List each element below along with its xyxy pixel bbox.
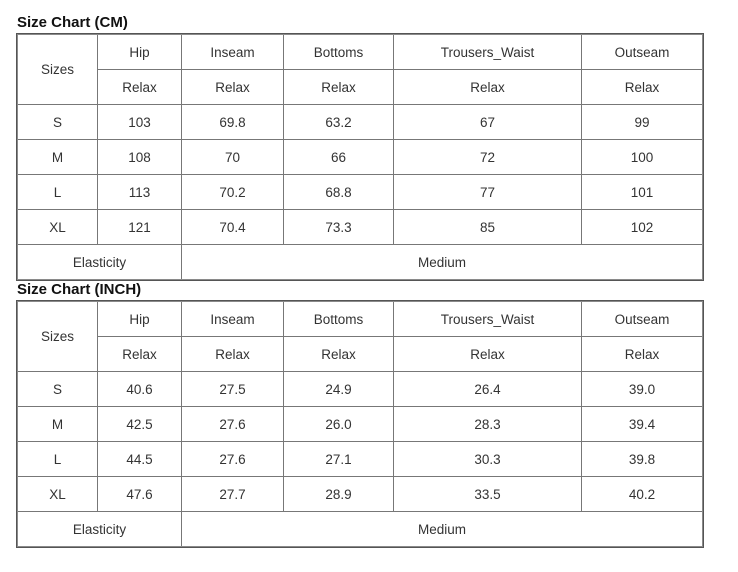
size-label: L [18,175,98,210]
fit-cell: Relax [182,337,284,372]
table-cell: 26.4 [394,372,582,407]
table-cell: 47.6 [98,477,182,512]
size-label: S [18,372,98,407]
table-row [18,407,702,442]
size-label: L [18,442,98,477]
elasticity-label: Elasticity [18,512,182,546]
header-row [18,35,702,70]
table-cell: 27.1 [284,442,394,477]
table-row [18,442,702,477]
table-cell: 27.6 [182,442,284,477]
table-cell: 27.6 [182,407,284,442]
sizes-header: Sizes [18,302,98,372]
size-chart-cm-title: Size Chart (CM) [17,14,128,31]
table-cell: 108 [98,140,182,175]
table-cell: 39.0 [582,372,702,407]
table-row [18,175,702,210]
table-cell: 44.5 [98,442,182,477]
column-header-bottoms: Bottoms [284,35,394,70]
table-cell: 103 [98,105,182,140]
table-cell: 67 [394,105,582,140]
table-cell: 28.9 [284,477,394,512]
column-header-inseam: Inseam [182,302,284,337]
table-cell: 101 [582,175,702,210]
column-header-trousers-waist: Trousers_Waist [394,35,582,70]
table-cell: 121 [98,210,182,245]
table-cell: 39.4 [582,407,702,442]
column-header-hip: Hip [98,35,182,70]
table-cell: 113 [98,175,182,210]
fit-cell: Relax [394,70,582,105]
table-cell: 39.8 [582,442,702,477]
size-chart-inch-table [17,301,703,547]
table-cell: 26.0 [284,407,394,442]
table-cell: 99 [582,105,702,140]
size-label: S [18,105,98,140]
table-row [18,140,702,175]
fit-cell: Relax [98,70,182,105]
table-cell: 42.5 [98,407,182,442]
size-label: XL [18,477,98,512]
table-cell: 70 [182,140,284,175]
size-label: M [18,140,98,175]
fit-cell: Relax [182,70,284,105]
header-row [18,302,702,337]
table-cell: 77 [394,175,582,210]
table-cell: 40.6 [98,372,182,407]
fit-cell: Relax [284,70,394,105]
fit-cell: Relax [98,337,182,372]
elasticity-value: Medium [417,254,466,270]
elasticity-row [18,245,702,279]
fit-cell: Relax [284,337,394,372]
column-header-inseam: Inseam [182,35,284,70]
table-cell: 63.2 [284,105,394,140]
fit-cell: Relax [394,337,582,372]
table-cell: 27.7 [182,477,284,512]
size-chart-inch-title: Size Chart (INCH) [17,281,142,298]
table-cell: 72 [394,140,582,175]
table-cell: 28.3 [394,407,582,442]
fit-row [18,70,702,105]
column-header-outseam: Outseam [582,302,702,337]
elasticity-value: Medium [417,521,466,537]
elasticity-row [18,512,702,546]
table-row [18,105,702,140]
table-row [18,372,702,407]
table-cell: 24.9 [284,372,394,407]
table-row [18,210,702,245]
table-cell: 30.3 [394,442,582,477]
sizes-header: Sizes [18,35,98,105]
table-cell: 102 [582,210,702,245]
column-header-hip: Hip [98,302,182,337]
column-header-trousers-waist: Trousers_Waist [394,302,582,337]
table-cell: 33.5 [394,477,582,512]
size-chart-cm-table [17,34,703,280]
column-header-outseam: Outseam [582,35,702,70]
elasticity-label: Elasticity [18,245,182,279]
column-header-bottoms: Bottoms [284,302,394,337]
size-label: M [18,407,98,442]
table-cell: 68.8 [284,175,394,210]
table-cell: 70.2 [182,175,284,210]
size-label: XL [18,210,98,245]
table-cell: 85 [394,210,582,245]
fit-cell: Relax [582,70,702,105]
table-cell: 69.8 [182,105,284,140]
table-cell: 73.3 [284,210,394,245]
fit-cell: Relax [582,337,702,372]
table-cell: 100 [582,140,702,175]
table-cell: 40.2 [582,477,702,512]
table-row [18,477,702,512]
fit-row [18,337,702,372]
table-cell: 27.5 [182,372,284,407]
table-cell: 70.4 [182,210,284,245]
table-cell: 66 [284,140,394,175]
